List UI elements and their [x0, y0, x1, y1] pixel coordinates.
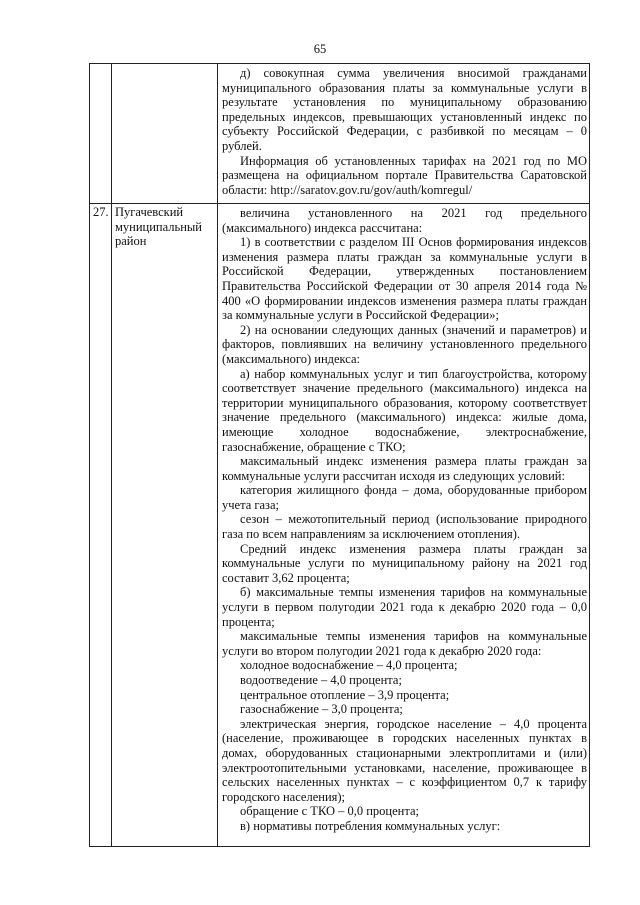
paragraph: в) нормативы потребления коммунальных услуг:: [240, 818, 501, 833]
paragraph: Информация об установленных тарифах на 2021 год по МО размещена на официальном портале Правительства Саратовской области: http://saratov.gov.ru/gov/auth/komregul/: [222, 153, 587, 197]
table-row: [90, 204, 590, 847]
table-row: [90, 64, 590, 204]
paragraph: категория жилищного фонда – дома, оборудованные прибором учета газа;: [222, 483, 587, 512]
paragraph: 1) в соответствии с разделом III Основ формирования индексов изменения размера платы граждан за коммунальные услуги в Российской Федерации, утвержденных постановлением Правительства Российской Федерации от 30 апреля 2014 года № 400 «О формировании индексов изменения размера платы граждан за коммунальные услуги в Российской Федерации»;: [222, 235, 587, 323]
row-number-cell: [90, 64, 112, 204]
paragraph: 2) на основании следующих данных (значений и параметров) и факторов, повлиявших на величину установленного предельного (максимального) индекса:: [222, 322, 587, 366]
regions-table: [89, 63, 590, 847]
description-cell: [218, 204, 590, 847]
paragraph: электрическая энергия, городское население – 4,0 процента (население, проживающее в городских населенных пунктах в домах, оборудованных стационарными электроплитами и (или) электроотопительными установками, население, проживающее в сельских населенных пунктах – с коэффициентом 0,7 к тарифу городского населения);: [222, 716, 587, 804]
page-number: 65: [313, 42, 327, 56]
paragraph: Средний индекс изменения размера платы граждан за коммунальные услуги по муниципальному району на 2021 год составит 3,62 процента;: [222, 541, 587, 585]
paragraph: величина установленного на 2021 год предельного (максимального) индекса рассчитана:: [222, 206, 587, 235]
paragraph: д) совокупная сумма увеличения вносимой гражданами муниципального образования платы за коммунальные услуги в результате установления по муниципальному образованию предельных индексов, превышающих установленный индекс по субъекту Российской Федерации, с разбивкой по месяцам – 0 рублей.: [222, 66, 587, 153]
paragraph: б) максимальные темпы изменения тарифов на коммунальные услуги в первом полугодии 2021 года к декабрю 2020 года – 0,0 процента;: [222, 585, 587, 629]
paragraph: водоотведение – 4,0 процента;: [240, 673, 402, 687]
municipality-name-cell: [112, 64, 218, 204]
description-cell: [218, 64, 590, 204]
paragraph: максимальные темпы изменения тарифов на коммунальные услуги во втором полугодии 2021 года к декабрю 2020 года:: [222, 629, 587, 658]
paragraph: центральное отопление – 3,9 процента;: [240, 687, 450, 702]
paragraph: максимальный индекс изменения размера платы граждан за коммунальные услуги рассчитан исходя из следующих условий:: [222, 454, 587, 483]
paragraph: а) набор коммунальных услуг и тип благоустройства, которому соответствует значение предельного (максимального) индекса на территории муниципального образования, которому соответствует значение предельного (максимального) индекса: жилые дома, имеющие холодное водоснабжение, электроснабжение, газоснабжение, обращение с ТКО;: [222, 366, 587, 454]
paragraph: сезон – межотопительный период (использование природного газа по всем направлениям за исключением отопления).: [222, 512, 587, 542]
municipality-name-cell: Пугачевский муниципальный район: [112, 204, 218, 847]
row-number-cell: 27.: [90, 204, 112, 847]
paragraph: газоснабжение – 3,0 процента;: [240, 702, 403, 717]
paragraph: обращение с ТКО – 0,0 процента;: [240, 804, 419, 819]
paragraph: холодное водоснабжение – 4,0 процента;: [240, 658, 458, 673]
